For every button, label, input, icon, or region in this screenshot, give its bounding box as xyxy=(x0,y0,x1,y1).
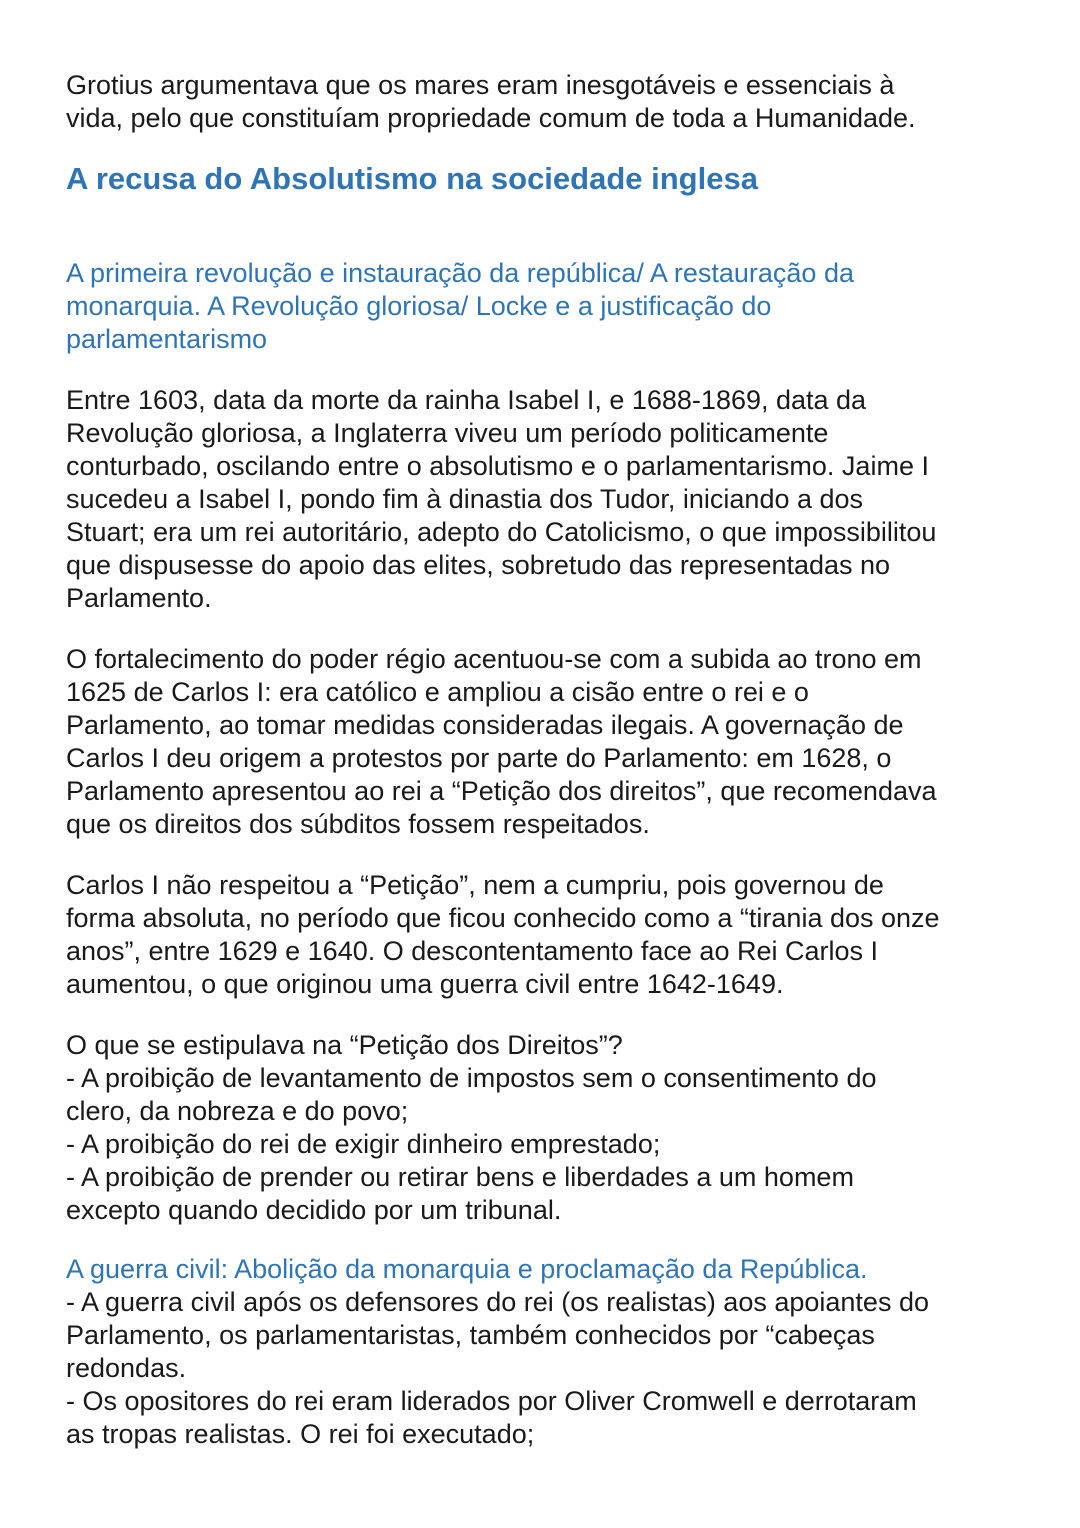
intro-paragraph xyxy=(66,69,1026,135)
text-line: 1625 de Carlos I: era católico e ampliou a cisão entre o rei e o xyxy=(66,677,809,707)
text-line: parlamentarismo xyxy=(66,324,268,354)
text-line: Parlamento apresentou ao rei a “Petição dos direitos”, que recomendava xyxy=(66,776,937,806)
text-line: forma absoluta, no período que ficou conhecido como a “tirania dos onze xyxy=(66,903,940,933)
paragraph-1 xyxy=(66,384,1026,615)
list-item: - A proibição de levantamento de impostos sem o consentimento do xyxy=(66,1063,877,1093)
text-line: excepto quando decidido por um tribunal. xyxy=(66,1195,562,1225)
text-line: aumentou, o que originou uma guerra civil entre 1642-1649. xyxy=(66,969,784,999)
text-line: que os direitos dos súbditos fossem respeitados. xyxy=(66,809,650,839)
text-line: Carlos I deu origem a protestos por parte do Parlamento: em 1628, o xyxy=(66,743,892,773)
list-item: - Os opositores do rei eram liderados por Oliver Cromwell e derrotaram xyxy=(66,1386,917,1416)
text-line: vida, pelo que constituíam propriedade comum de toda a Humanidade. xyxy=(66,103,916,133)
text-line: monarquia. A Revolução gloriosa/ Locke e a justificação do xyxy=(66,291,772,321)
text-line: Stuart; era um rei autoritário, adepto do Catolicismo, o que impossibilitou xyxy=(66,517,937,547)
list-item: - A guerra civil após os defensores do rei (os realistas) aos apoiantes do xyxy=(66,1287,929,1317)
text-line: conturbado, oscilando entre o absolutismo e o parlamentarismo. Jaime I xyxy=(66,451,929,481)
section-heading: A recusa do Absolutismo na sociedade inglesa xyxy=(66,161,758,196)
subheading xyxy=(66,257,1026,356)
text-line: clero, da nobreza e do povo; xyxy=(66,1096,409,1126)
text-line: redondas. xyxy=(66,1353,187,1383)
paragraph-4-list xyxy=(66,1029,1026,1227)
text-line: as tropas realistas. O rei foi executado; xyxy=(66,1419,535,1449)
text-line: que dispusesse do apoio das elites, sobretudo das representadas no xyxy=(66,550,891,580)
list-item: - A proibição de prender ou retirar bens e liberdades a um homem xyxy=(66,1162,854,1192)
text-line: Parlamento. xyxy=(66,583,212,613)
text-line: Parlamento, os parlamentaristas, também conhecidos por “cabeças xyxy=(66,1320,875,1350)
text-line: Parlamento, ao tomar medidas consideradas ilegais. A governação de xyxy=(66,710,904,740)
list-item: - A proibição do rei de exigir dinheiro emprestado; xyxy=(66,1129,661,1159)
text-line: Carlos I não respeitou a “Petição”, nem a cumpriu, pois governou de xyxy=(66,870,884,900)
text-line: O que se estipulava na “Petição dos Direitos”? xyxy=(66,1030,623,1060)
text-line: Grotius argumentava que os mares eram inesgotáveis e essenciais à xyxy=(66,70,895,100)
text-line: anos”, entre 1629 e 1640. O descontentamento face ao Rei Carlos I xyxy=(66,936,879,966)
paragraph-2 xyxy=(66,643,1026,841)
paragraph-3 xyxy=(66,869,1026,1001)
text-line: O fortalecimento do poder régio acentuou-se com a subida ao trono em xyxy=(66,644,922,674)
text-line: Entre 1603, data da morte da rainha Isabel I, e 1688-1869, data da xyxy=(66,385,867,415)
text-line: sucedeu a Isabel I, pondo fim à dinastia dos Tudor, iniciando a dos xyxy=(66,484,864,514)
text-line: A primeira revolução e instauração da república/ A restauração da xyxy=(66,258,854,288)
section-subheading: A guerra civil: Abolição da monarquia e proclamação da República. xyxy=(66,1254,868,1284)
civil-war-section xyxy=(66,1253,1026,1451)
text-line: Revolução gloriosa, a Inglaterra viveu um período politicamente xyxy=(66,418,829,448)
